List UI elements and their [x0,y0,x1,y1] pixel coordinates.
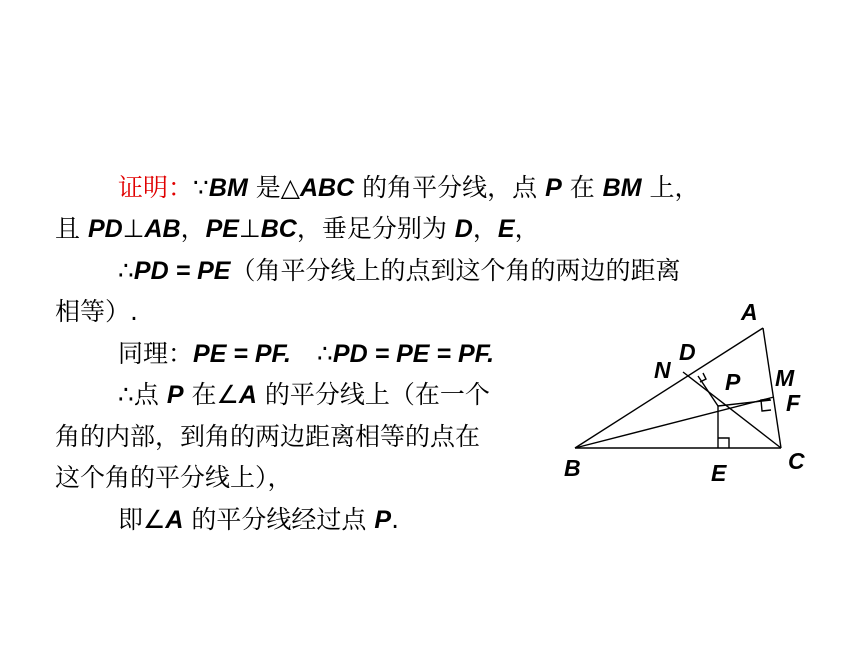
text-e: E [497,215,515,243]
text-segment: ，垂足分别为 [296,214,455,243]
text-segment: 的平分线经过点 [183,505,375,534]
text-pe: PE [205,215,239,243]
label-b: B [564,455,581,481]
label-n: N [654,357,671,383]
text-segment: 是△ [247,173,300,202]
label-e: E [711,460,727,486]
text-d: D [454,215,473,243]
text-pd: PD [87,215,123,243]
text-abc: ABC [300,174,355,202]
text-segment: 这个角的平分线上）， [55,463,293,492]
text-segment: 的角平分线，点 [354,173,546,202]
text-segment: 即∠ [118,505,166,534]
label-a: A [741,299,758,325]
text-segment: 在 [561,173,603,202]
label-c: C [788,448,805,474]
text-p: P [374,506,392,534]
text-segment: 同理： [118,339,194,368]
text-segment: . [391,505,400,534]
text-segment: （角平分线上的点到这个角的两边的距离 [230,256,681,285]
text-p: P [545,174,562,202]
text-bm: BM [208,174,248,202]
therefore-symbol: ∴ [316,339,333,368]
text-segment: ， [514,214,540,243]
text-segment: 角的内部，到角的两边距离相等的点在 [55,422,481,451]
text-segment: ， [180,214,206,243]
text-segment: 的平分线上（在一个 [256,380,490,409]
right-angle-e [718,438,729,448]
label-d: D [679,339,696,365]
text-segment: 在∠ [183,380,239,409]
perp-pd [698,376,718,406]
therefore-symbol: ∴ [118,380,134,409]
text-a: A [165,506,184,534]
bisector-bm [575,397,774,448]
perp-symbol: ⊥ [238,214,261,243]
text-segment: 点 [133,380,167,409]
text-segment: 相等）. [55,297,138,326]
text-bm: BM [602,174,642,202]
text-ab: AB [144,215,181,243]
perp-symbol: ⊥ [122,214,145,243]
text-a: A [238,381,257,409]
label-m: M [775,365,795,391]
text-pd-pe-pf: PD = PE = PF. [332,340,495,368]
text-segment: ， [472,214,498,243]
text-pe-eq-pf: PE = PF. [193,340,291,368]
text-segment: 且 [55,214,88,243]
label-f: F [786,390,801,416]
proof-label: 证明： [118,173,194,202]
therefore-symbol: ∴ [118,256,134,285]
text-segment: 上， [641,173,700,202]
label-p: P [725,369,741,395]
text-p: P [166,381,184,409]
text-pd-eq-pe: PD = PE [133,257,231,285]
because-symbol: ∵ [193,173,209,202]
text-bc: BC [260,215,297,243]
